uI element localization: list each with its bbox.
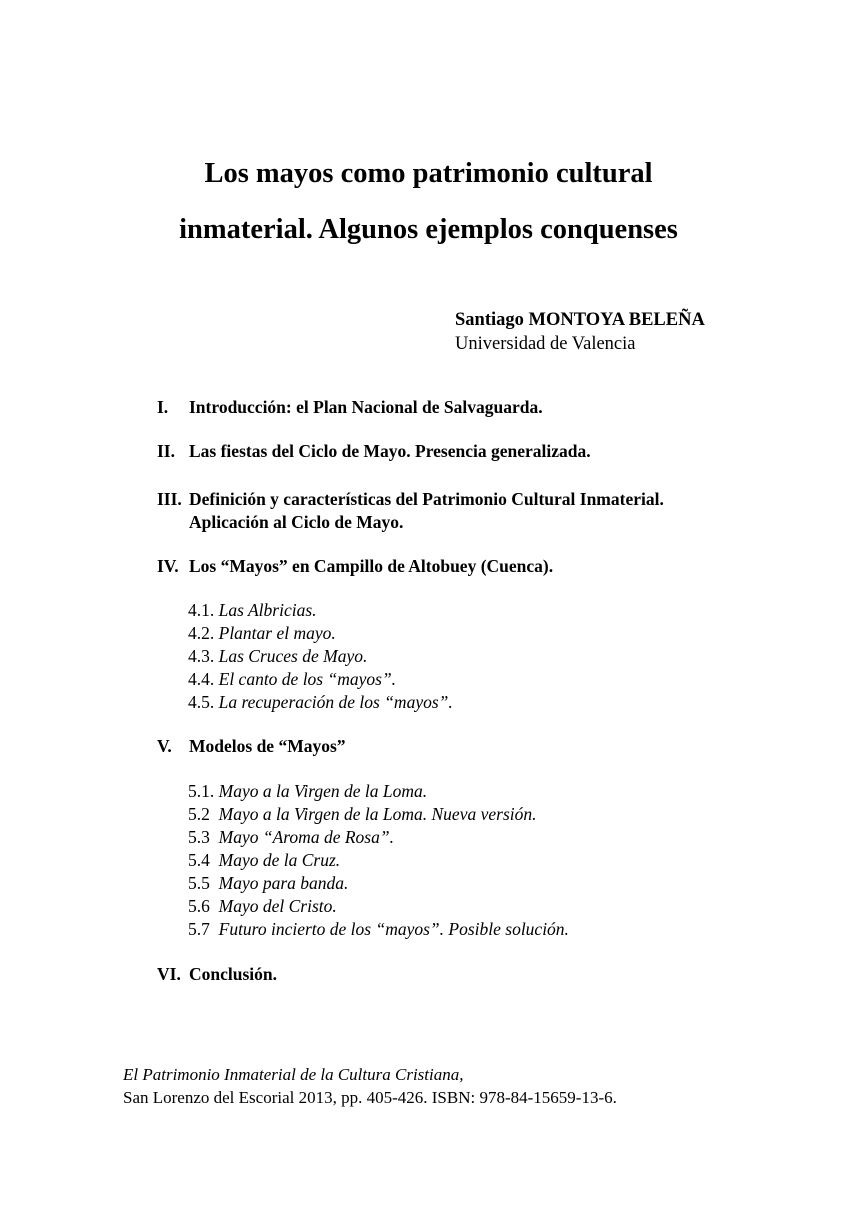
author-name: Santiago MONTOYA BELEÑA — [455, 310, 705, 330]
citation-footer — [123, 1063, 617, 1109]
section-title-continued: Aplicación al Ciclo de Mayo. — [189, 512, 404, 532]
toc-section-ii — [157, 441, 591, 462]
toc-subsection — [188, 600, 317, 621]
section-title: Las fiestas del Ciclo de Mayo. Presencia generalizada. — [189, 441, 591, 461]
subsection-title: Las Cruces de Mayo. — [218, 646, 368, 666]
section-number: V. — [157, 736, 172, 756]
subsection-number: 5.7 — [188, 919, 210, 939]
toc-subsection — [188, 669, 396, 690]
section-number: IV. — [157, 556, 179, 576]
subsection-title: Mayo de la Cruz. — [218, 850, 341, 870]
section-title: Conclusión. — [189, 964, 278, 984]
toc-subsection — [188, 827, 394, 848]
toc-subsection — [188, 804, 537, 825]
section-number: VI. — [157, 964, 181, 984]
section-title: Definición y características del Patrimonio Cultural Inmaterial. — [189, 489, 664, 509]
subsection-title: Las Albricias. — [218, 600, 317, 620]
subsection-title: El canto de los “mayos”. — [218, 669, 397, 689]
subsection-title: Mayo “Aroma de Rosa”. — [218, 827, 394, 847]
subsection-title: La recuperación de los “mayos”. — [218, 692, 453, 712]
title-line-1: Los mayos como patrimonio cultural — [204, 158, 653, 189]
paper-title — [0, 146, 857, 258]
section-number: I. — [157, 397, 169, 417]
subsection-number: 5.2 — [188, 804, 210, 824]
subsection-title: Mayo a la Virgen de la Loma. Nueva versión. — [218, 804, 537, 824]
section-title: Introducción: el Plan Nacional de Salvaguarda. — [189, 397, 543, 417]
subsection-number: 4.4. — [188, 669, 215, 689]
section-title: Modelos de “Mayos” — [189, 736, 346, 756]
toc-subsection — [188, 692, 453, 713]
toc-subsection — [188, 623, 336, 644]
section-title: Los “Mayos” en Campillo de Altobuey (Cuenca). — [189, 556, 554, 576]
subsection-title: Futuro incierto de los “mayos”. Posible solución. — [218, 919, 569, 939]
subsection-number: 4.3. — [188, 646, 215, 666]
toc-section-iii — [157, 488, 664, 534]
subsection-number: 5.1. — [188, 781, 215, 801]
subsection-title: Mayo para banda. — [218, 873, 349, 893]
toc-subsection — [188, 781, 427, 802]
toc-section-i — [157, 397, 543, 418]
subsection-title: Mayo a la Virgen de la Loma. — [218, 781, 428, 801]
toc-section-iv — [157, 556, 553, 577]
subsection-title: Mayo del Cristo. — [218, 896, 337, 916]
toc-subsection — [188, 646, 367, 667]
footer-source: El Patrimonio Inmaterial de la Cultura Cristiana, — [123, 1065, 464, 1084]
toc-subsection — [188, 919, 569, 940]
toc-subsection — [188, 850, 340, 871]
toc-subsection — [188, 896, 337, 917]
subsection-number: 4.1. — [188, 600, 215, 620]
subsection-number: 5.4 — [188, 850, 210, 870]
title-line-2: inmaterial. Algunos ejemplos conquenses — [179, 214, 678, 245]
toc-subsection — [188, 873, 348, 894]
subsection-number: 5.3 — [188, 827, 210, 847]
subsection-number: 5.6 — [188, 896, 210, 916]
section-number: III. — [157, 489, 182, 509]
section-number: II. — [157, 441, 175, 461]
subsection-title: Plantar el mayo. — [218, 623, 336, 643]
toc-section-v — [157, 736, 346, 757]
subsection-number: 5.5 — [188, 873, 210, 893]
subsection-number: 4.2. — [188, 623, 215, 643]
author-block — [455, 308, 705, 356]
subsection-number: 4.5. — [188, 692, 215, 712]
toc-section-vi — [157, 964, 277, 985]
footer-citation: San Lorenzo del Escorial 2013, pp. 405-426. ISBN: 978-84-15659-13-6. — [123, 1088, 617, 1107]
author-affiliation: Universidad de Valencia — [455, 334, 636, 354]
